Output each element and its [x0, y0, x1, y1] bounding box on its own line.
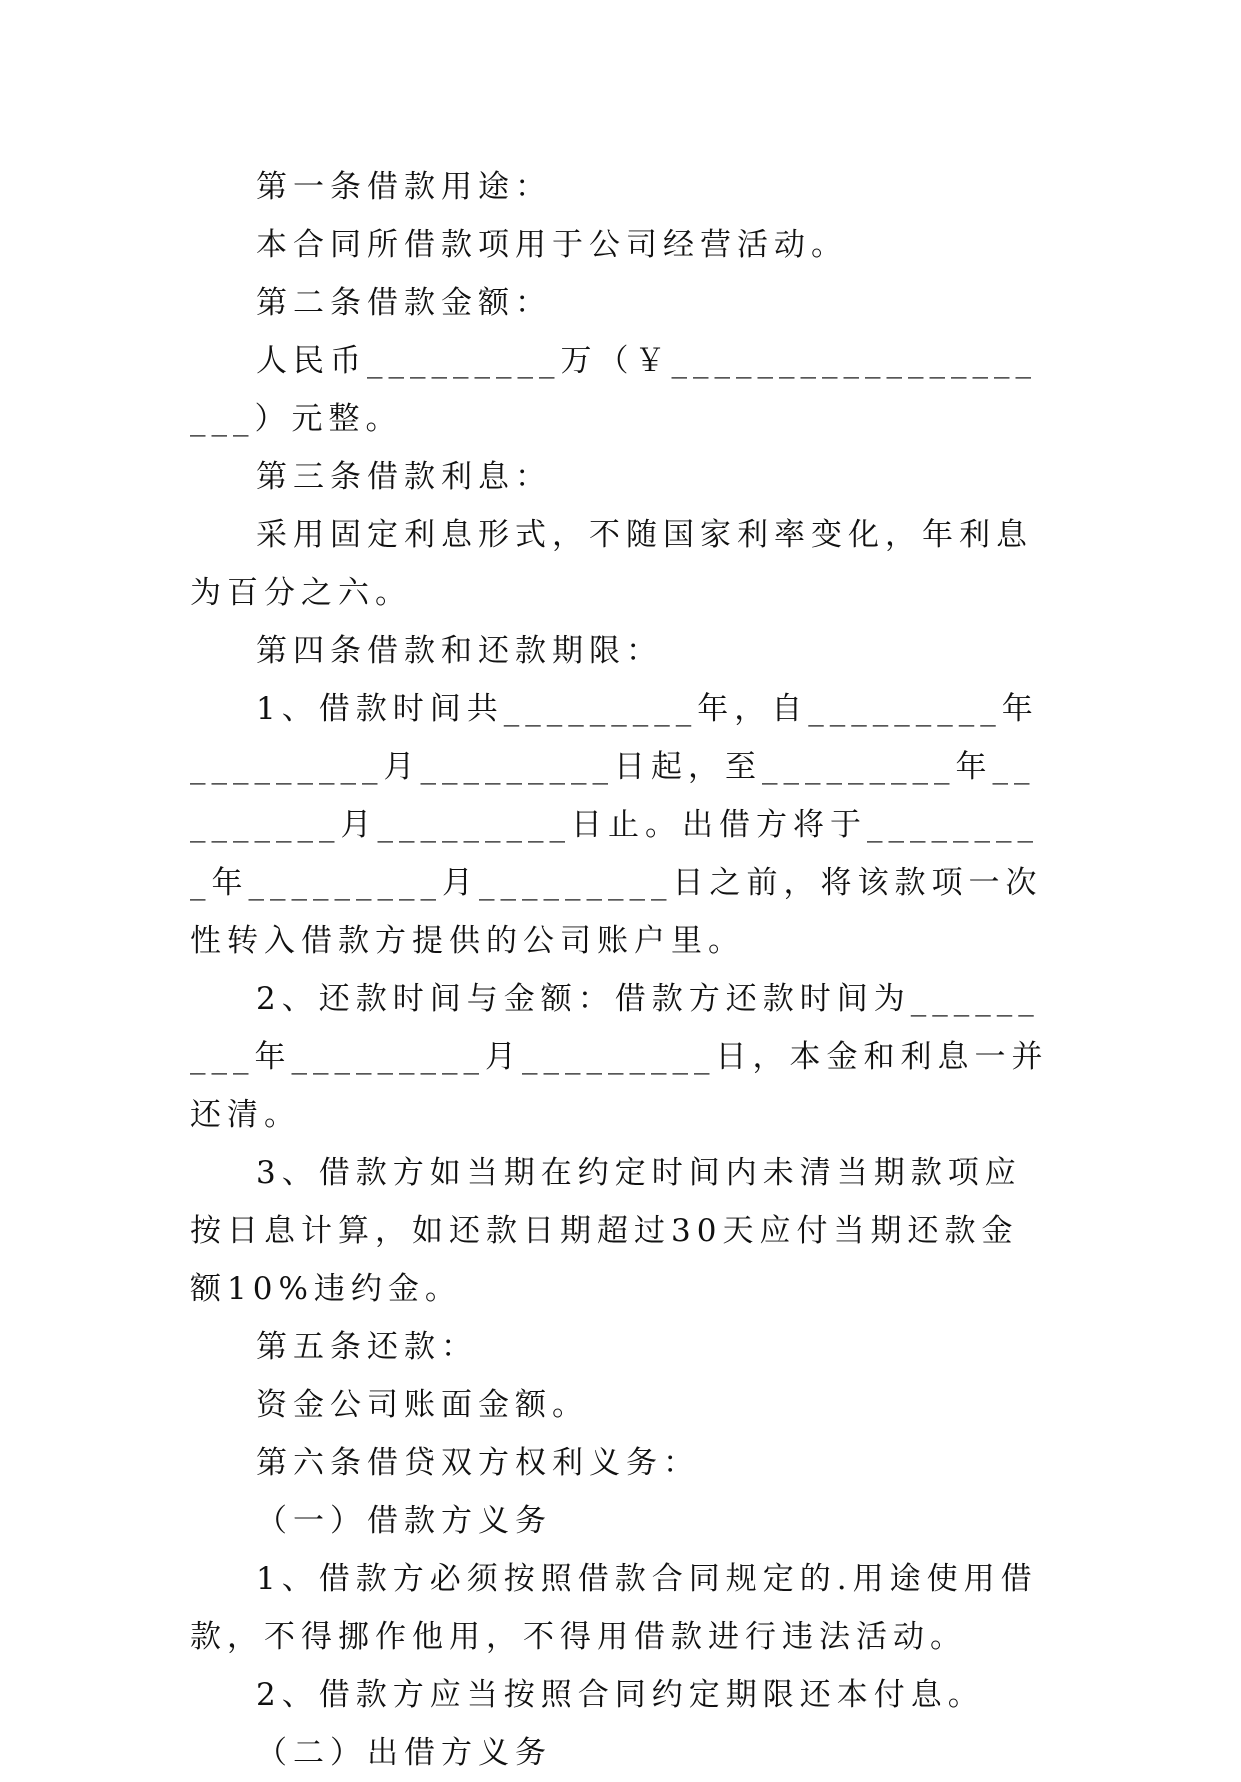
article-4-heading: 第四条借款和还款期限： [256, 633, 663, 669]
article-2-text: 人民币_________万（￥____________________）元整。 [190, 343, 1037, 437]
article-5-text: 资金公司账面金额。 [256, 1387, 589, 1423]
borrower-obligation-1: 1、借款方必须按照借款合同规定的.用途使用借款，不得挪作他用，不得用借款进行违法活动。 [190, 1561, 1038, 1655]
article-1-heading: 第一条借款用途： [256, 169, 552, 205]
document-body [190, 158, 1050, 1782]
borrower-obligations-heading: （一）借款方义务 [256, 1503, 552, 1539]
article-1-text: 本合同所借款项用于公司经营活动。 [256, 227, 848, 263]
lender-obligations-heading: （二）出借方义务 [256, 1735, 552, 1771]
article-2-heading: 第二条借款金额： [256, 285, 552, 321]
article-4-clause-3: 3、借款方如当期在约定时间内未清当期款项应按日息计算，如还款日期超过30天应付当期还款金额10%违约金。 [190, 1155, 1022, 1307]
article-3-heading: 第三条借款利息： [256, 459, 552, 495]
article-5-heading: 第五条还款： [256, 1329, 478, 1365]
article-4-clause-2: 2、还款时间与金额：借款方还款时间为_________年_________月_________日，本金和利息一并还清。 [190, 981, 1049, 1133]
borrower-obligation-2: 2、借款方应当按照合同约定期限还本付息。 [256, 1677, 985, 1713]
article-6-heading: 第六条借贷双方权利义务： [256, 1445, 700, 1481]
article-3-text: 采用固定利息形式，不随国家利率变化，年利息为百分之六。 [190, 517, 1033, 611]
article-4-clause-1: 1、借款时间共_________年，自_________年_________月_________日起，至_________年_________月_________日止。出借方将于_________年_________月_________日之前，将该款项一次性转入借款方提供的公司账户里。 [190, 691, 1043, 959]
